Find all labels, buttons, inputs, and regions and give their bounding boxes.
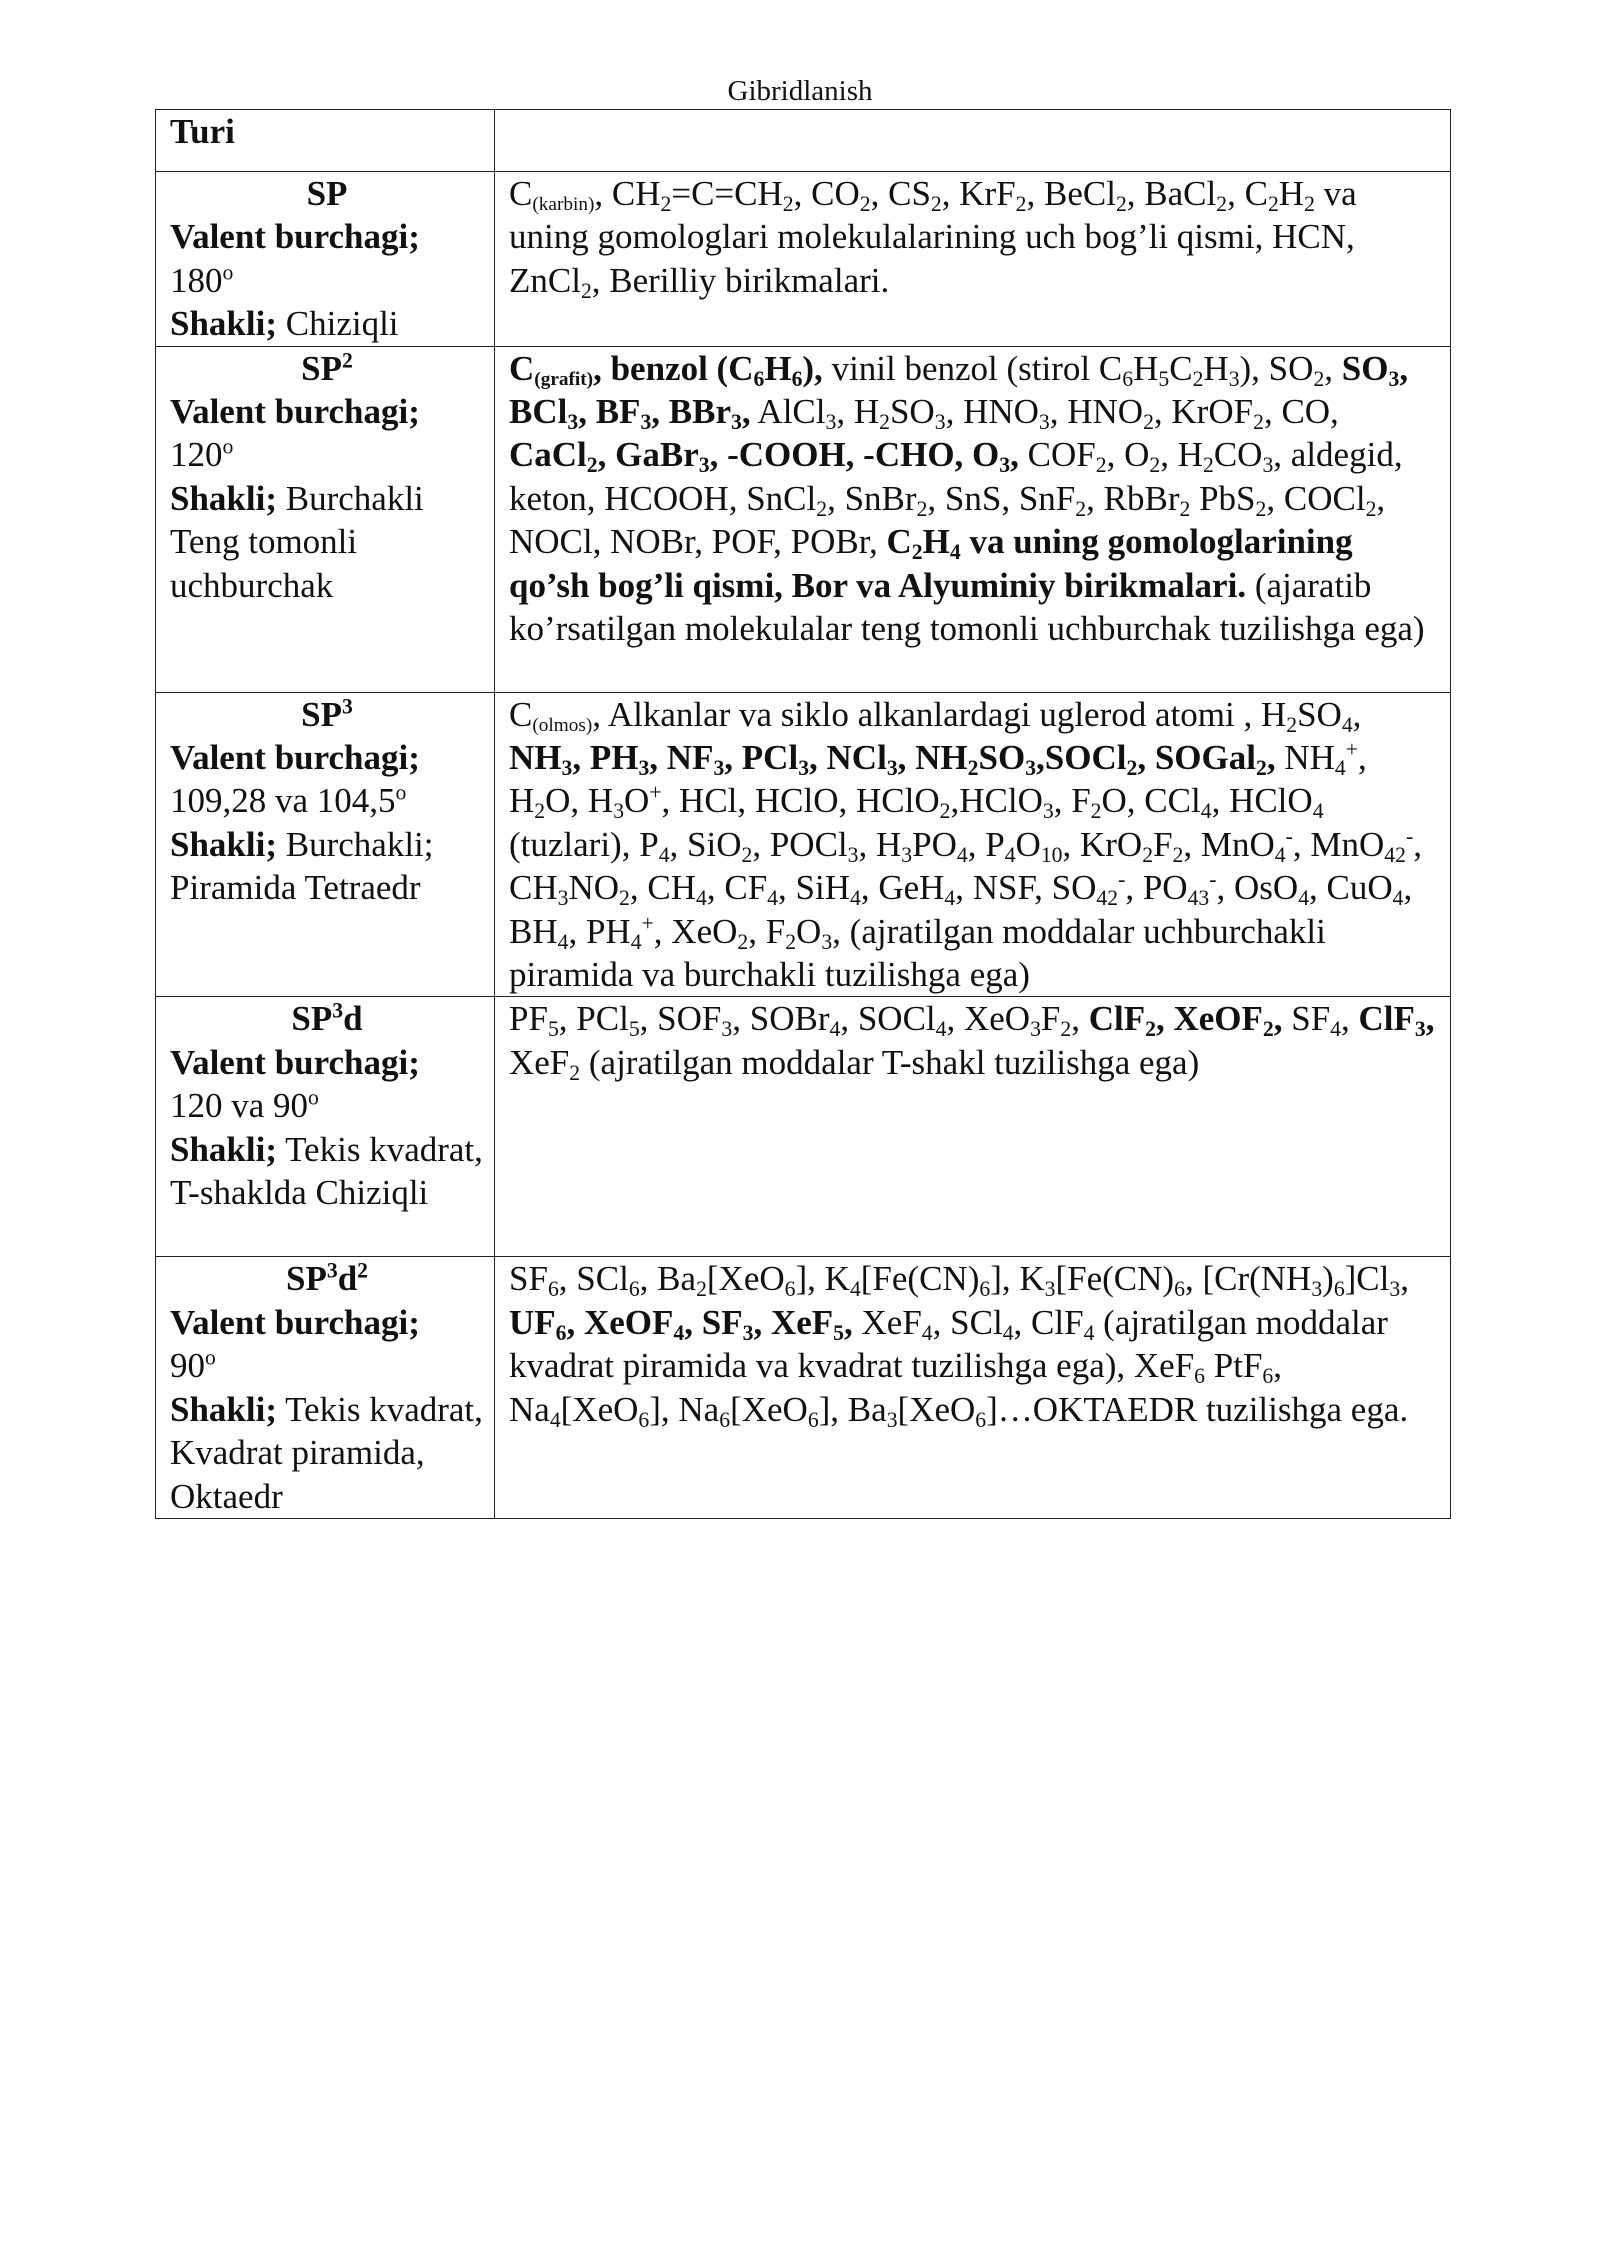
type-cell — [156, 1257, 495, 1518]
shape-label: Shakli; — [170, 1389, 277, 1429]
type-cell — [156, 346, 495, 692]
type-cell — [156, 997, 495, 1257]
hybrid-type: SP — [306, 174, 348, 213]
shape-value: Chiziqli — [285, 304, 399, 344]
angle-value: 120$^o$ — [170, 434, 234, 475]
shape-label: Shakli; — [170, 304, 277, 344]
shape-value: Tekis kvadrat, Kvadrat piramida, Oktaedr — [170, 1389, 483, 1516]
table-row — [156, 346, 1451, 692]
hybrid-type: $SP^3d^2$ — [285, 1258, 368, 1299]
page-title: Gibridlanish — [727, 75, 873, 107]
shape-label: Shakli; — [170, 1129, 277, 1169]
table-row — [156, 692, 1451, 997]
table-row — [156, 172, 1451, 347]
angle-value: 109,28 va 104,5$^o$ — [170, 780, 407, 821]
examples-cell: C(karbin), $CH_2=C=CH_2$, $CO_2$, $CS_2$, KrF$_2$, BeCl$_2$, BaCl$_2$, $C_2H_2$ va uning gomologlari molekulalarining uch bog’li qismi, HCN, ZnCl$_2$, Berilliy birikmalari. — [495, 172, 1451, 347]
header-type: Turi — [156, 110, 495, 172]
angle-label: Valent burchagi; — [170, 217, 420, 257]
shape-value: Burchakli Teng tomonli uchburchak — [170, 478, 424, 605]
examples-cell: C(grafit), benzol $(C_6H_6)$, vinil benzol (stirol $C_6H_5C_2H_3$), $SO_2$, $SO_3$, BCl$_3$, $BF_3$, BBr$_3$, AlCl$_3$, $H_2SO_3$, $HNO_3$, $HNO_2$, KrOF$_2$, CO, CaCl$_2$, GaBr$_3$, -COOH, -CHO, $O_3$, $COF_2$, $O_2$, $H_2CO_3$, aldegid, keton, HCOOH, SnCl$_2$, SnBr$_2$, SnS, SnF$_2$, RbBr$_2$ PbS$_2$, COCl$_2$, NOCl, NOBr, POF, POBr, $C_2H_4$ va uning gomologlarining qo’sh bog’li qismi, Bor va Alyuminiy birikmalari. (ajaratib ko’rsatilgan molekulalar teng tomonli uchburchak tuzilishga ega) — [495, 346, 1451, 692]
angle-value: 120 va 90$^o$ — [170, 1085, 319, 1126]
examples-cell: $SF_6$, SCl$_6$, $Ba_2[XeO_6]$, $K_4[Fe(CN)_6]$, $K_3[Fe(CN)_6$, $[Cr(NH_3)_6]Cl_3$, $UF_6$, XeOF$_4$, $SF_3$, XeF$_5$, XeF$_4$, SCl$_4$, ClF$_4$ (ajratilgan moddalar kvadrat piramida va kvadrat tuzilishga ega), XeF$_6$ PtF$_6$, $Na_4[XeO_6]$, $Na_6[XeO_6]$, $Ba_3[XeO_6]\dots OKTAEDR$ tuzilishga ega. — [495, 1257, 1451, 1518]
hybrid-type: $SP^3$ — [301, 694, 353, 734]
angle-value: 180$^o$ — [170, 260, 234, 300]
angle-value: 90$^o$ — [170, 1345, 216, 1386]
hybrid-type: $SP^3d$ — [291, 998, 363, 1039]
angle-label: Valent burchagi; — [170, 1042, 420, 1082]
shape-value: Burchakli; Piramida Tetraedr — [170, 824, 434, 908]
hybridization-table — [155, 109, 1451, 1519]
table-row — [156, 1257, 1451, 1518]
angle-label: Valent burchagi; — [170, 1302, 420, 1342]
header-examples — [495, 110, 1451, 172]
table-row — [156, 997, 1451, 1257]
shape-value: Tekis kvadrat, T-shaklda Chiziqli — [170, 1129, 483, 1213]
examples-cell: $PF_5$, PCl$_5$, $SOF_3$, SOBr$_4$, SOCl$_4$, $XeO_3F_2$, ClF$_2$, XeOF$_2$, $SF_4$, ClF$_3$, XeF$_2$ (ajratilgan moddalar T-shakl tuzilishga ega) — [495, 997, 1451, 1257]
examples-cell: C(olmos), Alkanlar va siklo alkanlardagi uglerod atomi , $H_2SO_4$, $NH_3$, $PH_3$, $NF_3$, PCl$_3$, NCl$_3$, $NH_2SO_3,SOCl_2$, SOGal$_2$, $NH_4^+$, $H_2O$, $H_3O^+$, HCl, HClO, HClO$_2$,HClO$_3$, $F_2O$, CCl$_4$, HClO$_4$ (tuzlari), $P_4$, SiO$_2$, POCl$_3$, $H_3PO_4$, $P_4O_{10}$, $KrO_2F_2$, MnO$_4$-, MnO$_{42}$-, $CH_3NO_2$, $CH_4$, $CF_4$, SiH$_4$, GeH$_4$, NSF, $SO_{42}^-$, $PO_{43}^-$, OsO$_4$, CuO$_4$, $BH_4$, $PH_4^+$, XeO$_2$, $F_2O_3$, (ajratilgan moddalar uchburchakli piramida va burchakli tuzilishga ega) — [495, 692, 1451, 997]
shape-label: Shakli; — [170, 478, 277, 518]
shape-label: Shakli; — [170, 824, 277, 864]
angle-label: Valent burchagi; — [170, 392, 420, 432]
type-cell — [156, 692, 495, 997]
angle-label: Valent burchagi; — [170, 738, 420, 778]
type-cell — [156, 172, 495, 347]
table-header-row — [156, 110, 1451, 172]
hybrid-type: $SP^2$ — [301, 348, 353, 388]
